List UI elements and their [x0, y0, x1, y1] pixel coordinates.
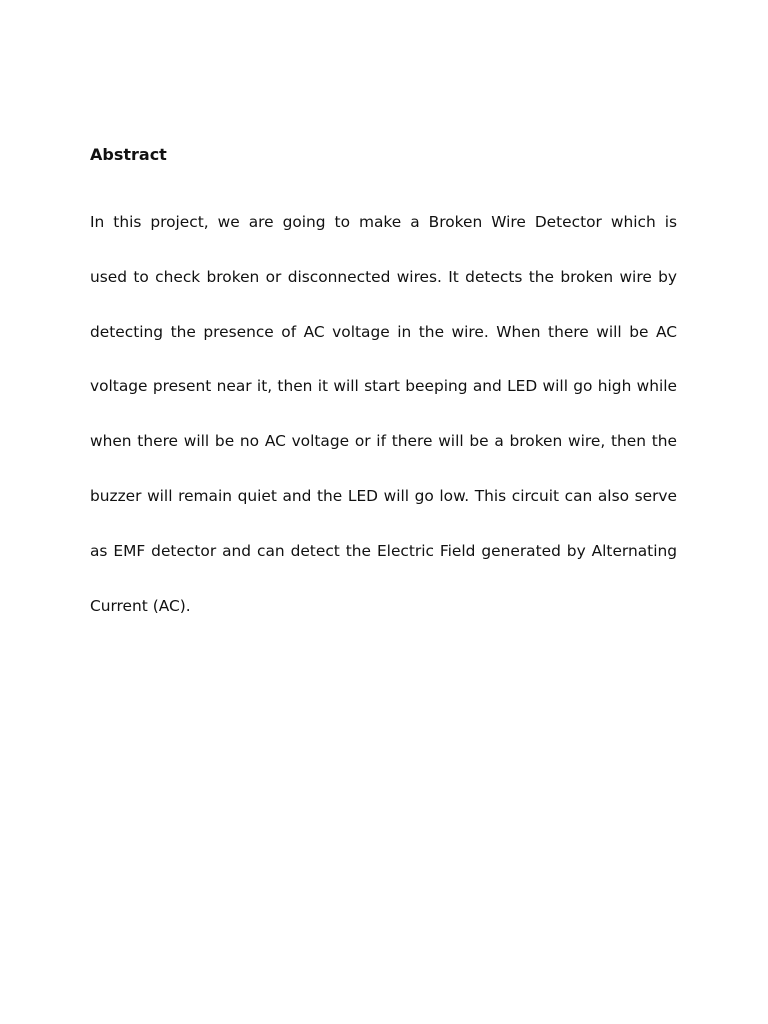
abstract-line: as EMF detector and can detect the Electric Field generated by Alternating: [90, 541, 677, 560]
abstract-body: [90, 208, 677, 646]
abstract-heading: Abstract: [90, 145, 167, 164]
abstract-line: used to check broken or disconnected wires. It detects the broken wire by: [90, 267, 677, 286]
abstract-line: Current (AC).: [90, 596, 191, 615]
abstract-line: when there will be no AC voltage or if there will be a broken wire, then the: [90, 432, 677, 451]
abstract-line: voltage present near it, then it will start beeping and LED will go high while: [90, 377, 677, 396]
abstract-line: In this project, we are going to make a Broken Wire Detector which is: [90, 213, 677, 231]
abstract-line: buzzer will remain quiet and the LED will go low. This circuit can also serve: [90, 486, 677, 505]
abstract-line: detecting the presence of AC voltage in the wire. When there will be AC: [90, 322, 677, 341]
